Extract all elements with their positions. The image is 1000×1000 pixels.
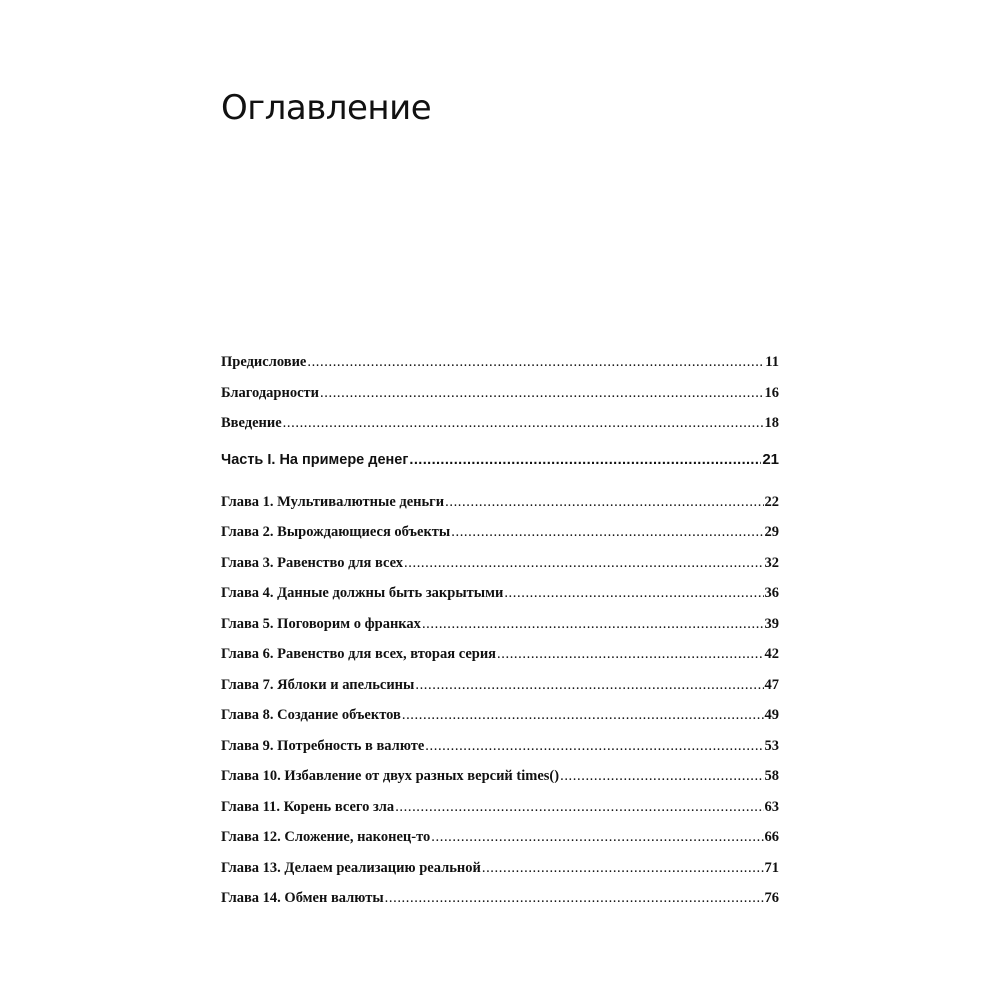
toc-page-number: 76 <box>764 890 779 906</box>
dot-leader <box>482 856 764 880</box>
toc-page-number: 32 <box>764 554 779 571</box>
toc-page-number: 11 <box>765 354 779 370</box>
toc-page-number: 63 <box>764 798 779 815</box>
toc-page-number: 71 <box>764 859 779 876</box>
toc-entry-chapter-8 <box>221 703 779 734</box>
toc-entry-title: Глава 6. Равенство для всех, вторая серия <box>221 646 497 662</box>
toc-entry-part-1 <box>221 448 779 486</box>
toc-page-number: 36 <box>764 585 779 601</box>
toc-entry-chapter-5 <box>221 612 779 643</box>
toc-page-number: 18 <box>764 415 779 431</box>
toc-page-number: 42 <box>764 646 779 662</box>
dot-leader <box>402 703 764 727</box>
toc-entry-title: Глава 7. Яблоки и апельсины <box>221 676 415 693</box>
toc-entry-introduction <box>221 411 779 442</box>
dot-leader <box>504 581 763 605</box>
toc-page-number: 66 <box>764 829 779 845</box>
dot-leader <box>431 825 763 849</box>
toc-entry-chapter-2 <box>221 520 779 551</box>
dot-leader <box>395 795 763 819</box>
dot-leader <box>404 551 763 575</box>
toc-entry-chapter-1 <box>221 490 779 521</box>
toc-entry-title: Глава 1. Мультивалютные деньги <box>221 493 445 510</box>
toc-entry-acknowledgements <box>221 381 779 412</box>
dot-leader <box>385 886 764 910</box>
toc-entry-title: Глава 11. Корень всего зла <box>221 798 395 815</box>
toc-entry-title: Благодарности <box>221 384 320 401</box>
toc-entry-title: Глава 14. Обмен валюты <box>221 890 384 906</box>
dot-leader <box>497 642 763 666</box>
toc-part-title: Часть I. На примере денег <box>221 451 409 468</box>
dot-leader <box>445 490 763 514</box>
dot-leader <box>425 734 763 758</box>
toc-page-number: 39 <box>764 615 779 632</box>
toc-entry-chapter-3 <box>221 551 779 582</box>
toc-entry-chapter-4 <box>221 581 779 612</box>
toc-page-number: 49 <box>764 707 779 723</box>
toc-entry-title: Глава 5. Поговорим о франках <box>221 615 421 632</box>
toc-entry-chapter-6 <box>221 642 779 673</box>
toc-entry-title: Глава 8. Создание объектов <box>221 707 401 723</box>
toc-entry-title: Глава 3. Равенство для всех <box>221 554 404 571</box>
dot-leader <box>409 448 761 472</box>
dot-leader <box>320 381 763 405</box>
toc-entry-chapter-13 <box>221 856 779 887</box>
toc-entry-title: Глава 4. Данные должны быть закрытыми <box>221 585 504 601</box>
dot-leader <box>422 612 764 636</box>
toc-page-number: 47 <box>764 676 779 693</box>
dot-leader <box>560 764 763 788</box>
dot-leader <box>307 350 764 374</box>
toc-entry-title: Глава 12. Сложение, наконец-то <box>221 829 431 845</box>
toc-page-number: 21 <box>762 450 779 468</box>
toc-entry-chapter-10 <box>221 764 779 795</box>
toc-entry-title: Глава 13. Делаем реализацию реальной <box>221 859 481 876</box>
toc-page-number: 53 <box>764 737 779 754</box>
dot-leader <box>451 520 763 544</box>
toc-entry-title: Глава 2. Вырождающиеся объекты <box>221 524 451 540</box>
dot-leader <box>283 411 764 435</box>
toc-entry-title: Предисловие <box>221 354 307 370</box>
toc-entry-preface <box>221 350 779 381</box>
toc-page-number: 22 <box>764 493 779 510</box>
toc-entry-chapter-9 <box>221 734 779 765</box>
toc-entry-title: Введение <box>221 415 282 431</box>
toc-entry-title: Глава 9. Потребность в валюте <box>221 737 425 754</box>
toc-entry-chapter-7 <box>221 673 779 704</box>
table-of-contents <box>221 350 779 917</box>
page-title: Оглавление <box>221 88 432 128</box>
toc-entry-chapter-12 <box>221 825 779 856</box>
toc-page-number: 16 <box>764 384 779 401</box>
toc-page-number: 58 <box>764 768 779 784</box>
toc-entry-title: Глава 10. Избавление от двух разных версий times() <box>221 768 560 784</box>
toc-entry-chapter-14 <box>221 886 779 917</box>
toc-entry-chapter-11 <box>221 795 779 826</box>
toc-page-number: 29 <box>764 524 779 540</box>
dot-leader <box>415 673 763 697</box>
